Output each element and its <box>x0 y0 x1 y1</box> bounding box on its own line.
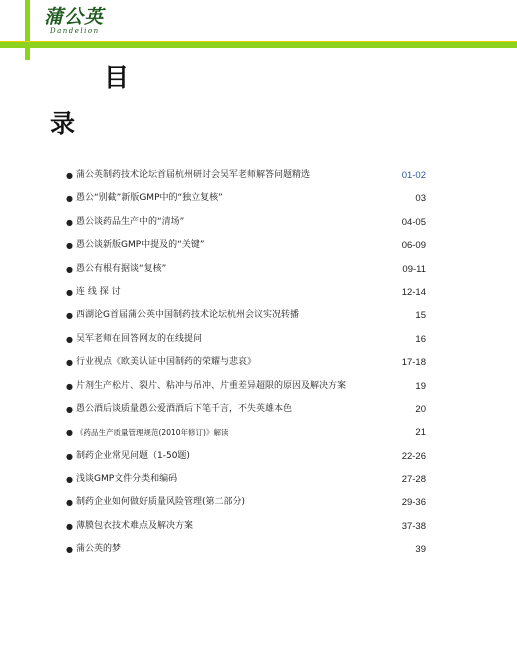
toc-entry-page: 16 <box>415 333 426 345</box>
bullet-icon: ● <box>66 334 73 344</box>
bullet-icon: ● <box>66 194 73 204</box>
toc-entry-title: 愚公有根有据谈“复核” <box>76 263 167 274</box>
toc-entry-page: 29-36 <box>401 497 426 509</box>
toc-entry-page: 17-18 <box>401 357 426 369</box>
toc-entry-page: 12-14 <box>401 286 426 298</box>
toc-entry[interactable] <box>66 164 426 187</box>
toc-entry-page: 21 <box>415 427 426 439</box>
toc-entry-title: 薄膜包衣技术难点及解决方案 <box>76 520 194 531</box>
toc-entry[interactable] <box>66 491 426 514</box>
toc-entry-title: 连 线 探 讨 <box>76 286 121 297</box>
toc-entry-page: 37-38 <box>401 520 426 532</box>
toc-entry[interactable] <box>66 445 426 468</box>
toc-entry[interactable] <box>66 421 426 444</box>
bullet-icon: ● <box>66 521 73 531</box>
bullet-icon: ● <box>66 545 73 555</box>
logo-text: 蒲公英 <box>44 6 105 28</box>
toc-entry-title: 行业视点《欧美认证中国制药的荣耀与悲哀》 <box>76 357 257 368</box>
toc-entry[interactable] <box>66 211 426 234</box>
toc-entry-title: 愚公谈药品生产中的“清场” <box>76 216 185 227</box>
toc-entry-title: 西湖论G首届蒲公英中国制药技术论坛杭州会议实况转播 <box>76 310 299 321</box>
heading-char-2: 录 <box>50 109 76 138</box>
bullet-icon: ● <box>66 451 73 461</box>
toc-entry[interactable] <box>66 187 426 210</box>
toc-entry[interactable] <box>66 351 426 374</box>
toc-entry-page: 15 <box>415 310 426 322</box>
bullet-icon: ● <box>66 498 73 508</box>
toc-entry-page: 22-26 <box>401 450 426 462</box>
toc-entry[interactable] <box>66 328 426 351</box>
toc-entry-page: 06-09 <box>401 240 426 252</box>
toc-entry-title: 《药品生产质量管理规范(2010年修订)》解读 <box>76 428 229 438</box>
toc-entry[interactable] <box>66 375 426 398</box>
dandelion-logo <box>44 6 114 42</box>
logo-subtext: Dandelion <box>50 27 100 35</box>
toc-entry-page: 39 <box>415 544 426 556</box>
bullet-icon: ● <box>66 404 73 414</box>
toc-entry-title: 片剂生产松片、裂片、粘冲与吊冲、片重差异超限的原因及解决方案 <box>76 380 347 391</box>
toc-entry-title: 浅谈GMP文件分类和编码 <box>76 474 178 485</box>
bullet-icon: ● <box>66 287 73 297</box>
bullet-icon: ● <box>66 241 73 251</box>
toc-entry-page: 09-11 <box>402 263 426 275</box>
toc-entry[interactable] <box>66 281 426 304</box>
bullet-icon: ● <box>66 217 73 227</box>
toc-entry-title: 制药企业如何做好质量风险管理(第二部分) <box>76 497 246 508</box>
bullet-icon: ● <box>66 311 73 321</box>
toc-entry-page: 01-02 <box>401 170 426 181</box>
toc-entry[interactable] <box>66 234 426 257</box>
bullet-icon: ● <box>66 358 73 368</box>
toc-entry[interactable] <box>66 538 426 561</box>
heading-char-1: 目 <box>104 63 130 92</box>
bullet-icon: ● <box>66 428 73 438</box>
toc-entry-title: 蒲公英的梦 <box>76 544 122 555</box>
toc-entry-title: 蒲公英制药技术论坛首届杭州研讨会吴军老师解答问题精选 <box>76 170 311 180</box>
toc-entry[interactable] <box>66 468 426 491</box>
left-accent-bar <box>25 0 30 60</box>
table-of-contents <box>66 164 426 562</box>
toc-entry-page: 19 <box>415 380 426 392</box>
toc-entry-title: 愚公谈新版GMP中提及的“关键” <box>76 240 205 251</box>
toc-entry-title: 愚公酒后谈质量愚公爱酒酒后下笔千言，不失英雄本色 <box>76 403 293 414</box>
toc-entry[interactable] <box>66 398 426 421</box>
toc-entry-title: 吴军老师在回答网友的在线提问 <box>76 333 203 344</box>
bullet-icon: ● <box>66 171 73 180</box>
bullet-icon: ● <box>66 381 73 391</box>
toc-entry-page: 27-28 <box>401 474 426 486</box>
toc-entry[interactable] <box>66 515 426 538</box>
toc-entry-title: 愚公“别截”新版GMP中的“独立复核” <box>76 193 223 204</box>
toc-entry-page: 03 <box>415 193 426 205</box>
bullet-icon: ● <box>66 475 73 485</box>
toc-entry-page: 04-05 <box>401 216 426 228</box>
header-green-band <box>0 42 517 48</box>
bullet-icon: ● <box>66 264 73 274</box>
toc-entry-page: 20 <box>415 403 426 415</box>
toc-entry-title: 制药企业常见问题（1-50题) <box>76 450 190 461</box>
toc-entry[interactable] <box>66 304 426 327</box>
toc-entry[interactable] <box>66 258 426 281</box>
